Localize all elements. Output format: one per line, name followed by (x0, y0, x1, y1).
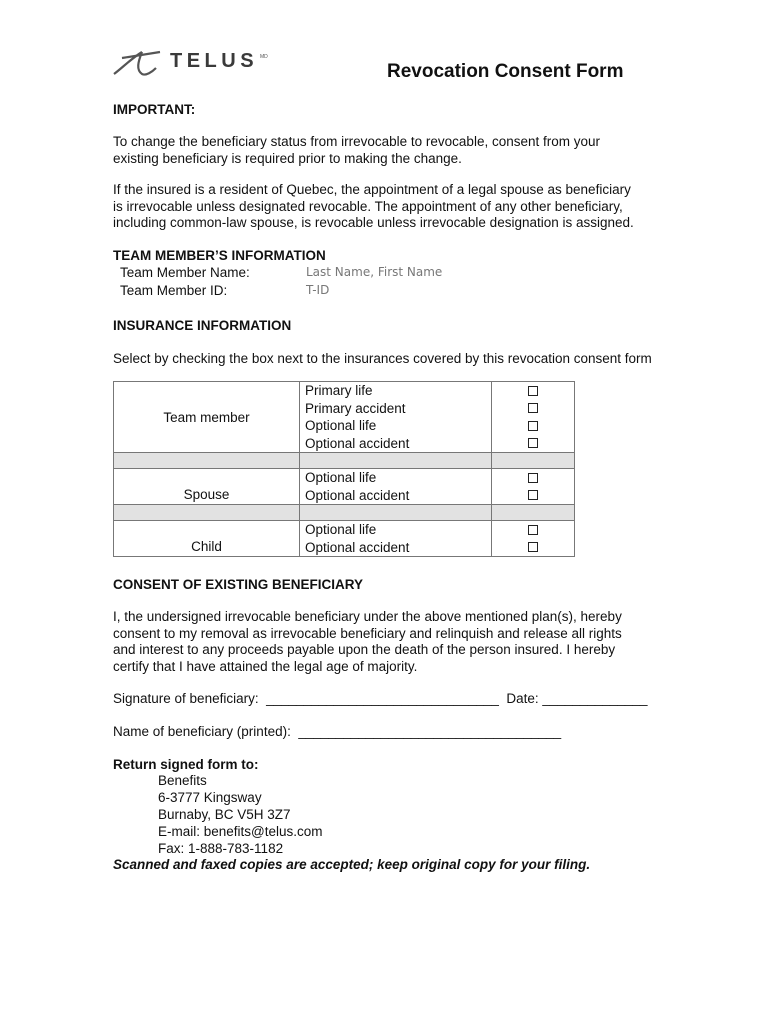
insurance-instruction: Select by checking the box next to the insurances covered by this revocation consent form (113, 351, 652, 366)
text-line: I, the undersigned irrevocable beneficiary under the above mentioned plan(s), hereby (113, 609, 622, 624)
checkboxes-team-member (492, 382, 575, 453)
group-label-child: Child (114, 521, 300, 557)
team-member-id-field[interactable]: T-ID (306, 283, 330, 297)
text-line: existing beneficiary is required prior to making the change. (113, 150, 462, 166)
option-label: Optional life (305, 470, 377, 485)
option-label: Primary accident (305, 400, 406, 416)
option-label: Optional accident (305, 487, 410, 503)
printed-name-line (113, 724, 561, 739)
logo-wordmark: TELUS (170, 50, 259, 72)
consent-heading: CONSENT OF EXISTING BENEFICIARY (113, 577, 364, 592)
consent-paragraph (113, 609, 673, 675)
group-label-spouse: Spouse (114, 469, 300, 505)
date-label: Date: (506, 691, 539, 706)
text-line: consent to my removal as irrevocable beneficiary and relinquish and release all rights (113, 625, 622, 641)
address-line: Burnaby, BC V5H 3Z7 (158, 807, 291, 822)
insurance-table (113, 381, 575, 557)
signature-label: Signature of beneficiary: (113, 691, 259, 706)
checkbox-child-optional-life[interactable] (528, 525, 538, 535)
option-label: Optional life (305, 418, 377, 433)
checkbox-optional-life[interactable] (528, 421, 538, 431)
email-line: E-mail: benefits@telus.com (158, 824, 323, 839)
checkboxes-child (492, 521, 575, 557)
address-line: 6-3777 Kingsway (158, 790, 262, 805)
table-row (114, 469, 575, 505)
team-member-heading: TEAM MEMBER’S INFORMATION (113, 248, 326, 263)
text-line: certify that I have attained the legal age of majority. (113, 658, 418, 674)
table-row (114, 382, 575, 453)
checkbox-child-optional-accident[interactable] (528, 542, 538, 552)
option-label: Optional accident (305, 539, 410, 555)
return-address (158, 772, 323, 857)
option-label: Optional accident (305, 435, 410, 451)
team-member-name-field[interactable]: Last Name, First Name (306, 265, 443, 279)
telus-logo (112, 46, 272, 80)
option-label: Primary life (305, 383, 373, 398)
team-member-name-label: Team Member Name: (120, 265, 250, 280)
table-row (114, 521, 575, 557)
text-line: To change the beneficiary status from irrevocable to revocable, consent from your (113, 134, 600, 149)
return-heading: Return signed form to: (113, 757, 259, 772)
signature-line (113, 691, 648, 706)
important-paragraph-2 (113, 182, 673, 232)
printed-name-label: Name of beneficiary (printed): (113, 724, 291, 739)
insurance-heading: INSURANCE INFORMATION (113, 318, 292, 333)
checkbox-spouse-optional-life[interactable] (528, 473, 538, 483)
signature-field[interactable]: _______________________________ (266, 691, 499, 706)
options-team-member (300, 382, 492, 453)
printed-name-field[interactable]: ___________________________________ (298, 724, 562, 739)
address-line: Benefits (158, 773, 207, 788)
options-spouse (300, 469, 492, 505)
logo-trademark: MD (260, 54, 268, 60)
separator-row (114, 453, 575, 469)
options-child (300, 521, 492, 557)
telus-swoosh-icon (112, 46, 172, 80)
team-member-id-label: Team Member ID: (120, 283, 228, 298)
checkbox-primary-life[interactable] (528, 386, 538, 396)
important-heading: IMPORTANT: (113, 102, 196, 117)
text-line: If the insured is a resident of Quebec, the appointment of a legal spouse as beneficiary (113, 182, 631, 197)
option-label: Optional life (305, 522, 377, 537)
copies-note: Scanned and faxed copies are accepted; keep original copy for your filing. (113, 857, 591, 872)
group-label-team-member: Team member (114, 382, 300, 453)
fax-line: Fax: 1-888-783-1182 (158, 841, 284, 856)
checkbox-primary-accident[interactable] (528, 403, 538, 413)
checkboxes-spouse (492, 469, 575, 505)
important-paragraph-1 (113, 134, 673, 167)
checkbox-optional-accident[interactable] (528, 438, 538, 448)
text-line: and interest to any proceeds payable upon the death of the person insured. I hereby (113, 642, 616, 657)
checkbox-spouse-optional-accident[interactable] (528, 490, 538, 500)
date-field[interactable]: ______________ (542, 691, 648, 706)
text-line: is irrevocable unless designated revocable. The appointment of any other beneficiary, (113, 198, 623, 214)
page-title: Revocation Consent Form (387, 61, 624, 82)
separator-row (114, 505, 575, 521)
text-line: including common-law spouse, is revocable unless irrevocable designation is assigned. (113, 215, 634, 230)
